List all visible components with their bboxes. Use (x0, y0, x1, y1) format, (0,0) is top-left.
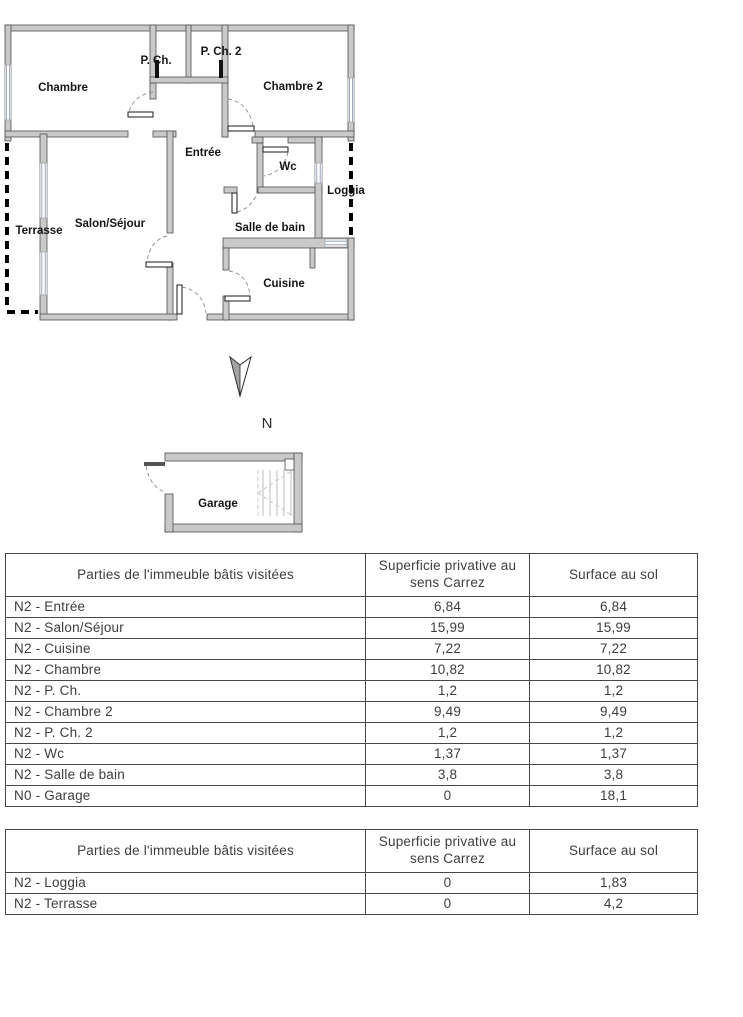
window-chambre2-right (348, 78, 354, 122)
surface-table-main (5, 553, 698, 807)
table-row (6, 702, 698, 723)
floor-value: 3,8 (530, 765, 698, 786)
header-superficie: Superficie privative au sens Carrez (366, 554, 530, 597)
floor-value: 1,83 (530, 873, 698, 894)
table-row (6, 597, 698, 618)
table1-header (6, 554, 698, 597)
wall-closets-bottom (150, 77, 228, 83)
wall-wc-top-left (252, 137, 263, 143)
header-parties: Parties de l'immeuble bâtis visitées (6, 554, 366, 597)
room-name: N2 - Chambre (6, 660, 366, 681)
wall-salon-entree-bottom (167, 263, 173, 320)
window-salon-upper (40, 163, 47, 218)
north-arrow (230, 357, 272, 432)
table-row (6, 786, 698, 807)
carrez-value: 1,2 (366, 681, 530, 702)
label-salon-sejour: Salon/Séjour (74, 218, 146, 230)
room-name: N2 - Cuisine (6, 639, 366, 660)
table2-header (6, 830, 698, 873)
header-parties: Parties de l'immeuble bâtis visitées (6, 830, 366, 873)
label-cuisine: Cuisine (263, 278, 305, 290)
garage-plan (144, 453, 302, 532)
label-wc: Wc (279, 161, 297, 173)
door-salon (146, 236, 172, 267)
table-row (6, 681, 698, 702)
floor-value: 1,2 (530, 681, 698, 702)
room-name: N2 - Loggia (6, 873, 366, 894)
table-row (6, 765, 698, 786)
table-header-row (6, 554, 698, 597)
room-name: N2 - Chambre 2 (6, 702, 366, 723)
wall-salon-bottom (40, 314, 177, 320)
label-chambre-2: Chambre 2 (263, 81, 323, 93)
table1-body (6, 597, 698, 807)
wall-salon-entree-top (167, 131, 173, 233)
room-name: N2 - Terrasse (6, 894, 366, 915)
label-terrasse: Terrasse (15, 225, 63, 237)
label-garage: Garage (198, 498, 238, 510)
floor-value: 1,37 (530, 744, 698, 765)
garage-wall-right (294, 453, 302, 532)
wall-top (5, 25, 354, 31)
label-loggia: Loggia (327, 185, 365, 197)
label-p-ch: P. Ch. (140, 55, 172, 67)
carrez-value: 0 (366, 894, 530, 915)
table-row (6, 618, 698, 639)
window-salon-lower (40, 252, 47, 295)
floor-value: 9,49 (530, 702, 698, 723)
floor-value: 4,2 (530, 894, 698, 915)
wall-chambre2-bottom (255, 131, 354, 137)
surface-table-annexes (5, 829, 698, 915)
header-surface: Surface au sol (530, 554, 698, 597)
table-row (6, 660, 698, 681)
table-header-row (6, 830, 698, 873)
label-north: N (261, 415, 273, 432)
window-cuisine-loggia (325, 239, 347, 247)
pch2-door (219, 60, 223, 78)
carrez-value: 10,82 (366, 660, 530, 681)
wall-wc-left (257, 143, 263, 193)
wall-cuisine-stub (310, 248, 315, 268)
carrez-value: 9,49 (366, 702, 530, 723)
room-name: N0 - Garage (6, 786, 366, 807)
header-surface: Surface au sol (530, 830, 698, 873)
table-row (6, 744, 698, 765)
carrez-value: 0 (366, 786, 530, 807)
label-chambre: Chambre (38, 82, 88, 94)
floor-value: 1,2 (530, 723, 698, 744)
garage-wall-top (165, 453, 302, 461)
label-p-ch-2: P. Ch. 2 (200, 46, 242, 58)
door-entry (177, 285, 206, 314)
garage-wall-bottom (165, 524, 302, 532)
carrez-value: 3,8 (366, 765, 530, 786)
floor-value: 15,99 (530, 618, 698, 639)
garage-stairs (258, 470, 293, 516)
carrez-value: 7,22 (366, 639, 530, 660)
apartment-plan (5, 25, 365, 320)
room-name: N2 - P. Ch. 2 (6, 723, 366, 744)
header-superficie: Superficie privative au sens Carrez (366, 830, 530, 873)
door-chambre2 (228, 99, 254, 131)
room-name: N2 - Entrée (6, 597, 366, 618)
garage-wall-left (165, 494, 173, 532)
wall-corridor-stub (150, 83, 156, 99)
wall-sdb-right (315, 137, 322, 244)
garage-wall-notch (285, 459, 294, 470)
floor-value: 18,1 (530, 786, 698, 807)
carrez-value: 15,99 (366, 618, 530, 639)
wall-chambre-bottom (5, 131, 128, 137)
carrez-value: 1,2 (366, 723, 530, 744)
window-chambre-left (5, 65, 11, 120)
wall-cuisine-left-top (223, 248, 229, 270)
table-row (6, 723, 698, 744)
floor-value: 6,84 (530, 597, 698, 618)
table-row (6, 639, 698, 660)
window-wc-loggia (315, 163, 322, 183)
table-row (6, 873, 698, 894)
wall-sdb-top-left (224, 187, 237, 193)
table-row (6, 894, 698, 915)
room-name: N2 - Salle de bain (6, 765, 366, 786)
door-cuisine (225, 271, 250, 301)
label-entree: Entrée (185, 147, 221, 159)
floor-value: 7,22 (530, 639, 698, 660)
carrez-value: 0 (366, 873, 530, 894)
door-salle-de-bain (232, 193, 257, 213)
room-name: N2 - P. Ch. (6, 681, 366, 702)
carrez-value: 1,37 (366, 744, 530, 765)
room-name: N2 - Salon/Séjour (6, 618, 366, 639)
wall-pch-pch2 (186, 25, 191, 83)
garage-door (144, 462, 165, 492)
table2-body (6, 873, 698, 915)
label-salle-de-bain: Salle de bain (234, 222, 306, 234)
carrez-value: 6,84 (366, 597, 530, 618)
floor-value: 10,82 (530, 660, 698, 681)
wall-sdb-top-right (258, 187, 322, 193)
wall-cuisine-right (348, 238, 354, 320)
door-chambre (128, 92, 153, 117)
room-name: N2 - Wc (6, 744, 366, 765)
